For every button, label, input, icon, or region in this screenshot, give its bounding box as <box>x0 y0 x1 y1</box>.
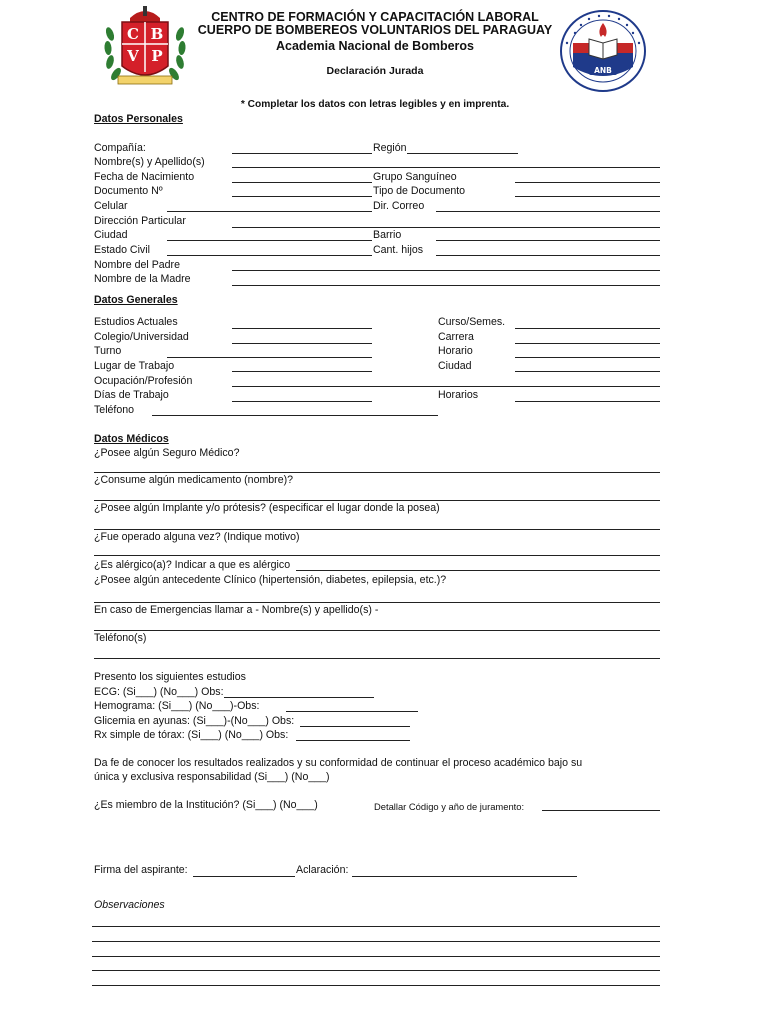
question-implante: ¿Posee algún Implante y/o prótesis? (especificar el lugar donde la posea) <box>94 502 440 514</box>
section-heading-general: Datos Generales <box>94 294 178 306</box>
document-title: Declaración Jurada <box>326 65 424 77</box>
field-madre[interactable] <box>232 285 660 286</box>
observaciones-line-4[interactable] <box>92 970 660 971</box>
label-horario: Horario <box>438 345 473 357</box>
field-direccion[interactable] <box>232 227 660 228</box>
member-detail-label: Detallar Código y año de juramento: <box>374 801 525 812</box>
field-rx-obs[interactable] <box>296 740 410 741</box>
field-nombre[interactable] <box>232 167 660 168</box>
label-observaciones: Observaciones <box>94 899 165 911</box>
field-antecedente[interactable] <box>94 602 660 603</box>
field-tipo-documento[interactable] <box>515 196 660 197</box>
letter-b: B <box>150 25 164 43</box>
field-barrio[interactable] <box>436 240 660 241</box>
label-madre: Nombre de la Madre <box>94 273 191 285</box>
field-lugar-trabajo[interactable] <box>232 371 372 372</box>
label-lugar-trabajo: Lugar de Trabajo <box>94 360 175 372</box>
field-horarios[interactable] <box>515 401 660 402</box>
letter-p: P <box>151 47 163 65</box>
field-colegio[interactable] <box>232 343 372 344</box>
field-ocupacion[interactable] <box>232 386 660 387</box>
anb-badge-text: ANB <box>594 66 612 75</box>
field-estado-civil[interactable] <box>167 255 372 256</box>
field-ecg-obs[interactable] <box>224 697 374 698</box>
observaciones-line-3[interactable] <box>92 956 660 957</box>
observaciones-line-1[interactable] <box>92 926 660 927</box>
field-padre[interactable] <box>232 270 660 271</box>
field-glicemia-obs[interactable] <box>300 726 410 727</box>
field-hemograma-obs[interactable] <box>286 711 418 712</box>
field-firma[interactable] <box>193 876 295 877</box>
label-colegio: Colegio/Universidad <box>94 331 189 343</box>
field-ciudad[interactable] <box>167 240 372 241</box>
header-line-1: CENTRO DE FORMACIÓN Y CAPACITACIÓN LABORAL <box>211 10 539 24</box>
question-antecedente: ¿Posee algún antecedente Clínico (hipertensión, diabetes, epilepsia, etc.)? <box>94 574 447 586</box>
field-fecha-nacimiento[interactable] <box>232 182 372 183</box>
field-curso[interactable] <box>515 328 660 329</box>
question-medicamento: ¿Consume algún medicamento (nombre)? <box>94 474 294 486</box>
label-barrio: Barrio <box>373 229 402 241</box>
label-tipo-documento: Tipo de Documento <box>373 185 466 197</box>
label-fecha-nacimiento: Fecha de Nacimiento <box>94 171 195 183</box>
label-estudios: Estudios Actuales <box>94 316 178 328</box>
label-ocupacion: Ocupación/Profesión <box>94 375 193 387</box>
label-cant-hijos: Cant. hijos <box>373 244 424 256</box>
label-aclaracion: Aclaración: <box>296 864 349 876</box>
field-carrera[interactable] <box>515 343 660 344</box>
consent-line-2: única y exclusiva responsabilidad (Si___) (No___) <box>94 771 330 783</box>
label-horarios: Horarios <box>438 389 479 401</box>
instruction-text: * Completar los datos con letras legibles y en imprenta. <box>240 99 510 110</box>
study-glicemia: Glicemia en ayunas: (Si___)-(No___) Obs: <box>94 715 295 727</box>
anb-logo <box>559 9 647 93</box>
label-ciudad: Ciudad <box>94 229 128 241</box>
label-nombre: Nombre(s) y Apellido(s) <box>94 156 205 168</box>
field-seguro[interactable] <box>94 472 660 473</box>
label-telefono-emergencia: Teléfono(s) <box>94 632 147 644</box>
label-firma: Firma del aspirante: <box>94 864 188 876</box>
label-ciudad-trabajo: Ciudad <box>438 360 472 372</box>
field-celular[interactable] <box>167 211 372 212</box>
letter-v: V <box>127 47 139 65</box>
study-hemograma: Hemograma: (Si___) (No___)-Obs: <box>94 700 260 712</box>
question-seguro: ¿Posee algún Seguro Médico? <box>94 447 240 459</box>
label-estado-civil: Estado Civil <box>94 244 150 256</box>
field-implante[interactable] <box>94 529 660 530</box>
label-compania: Compañía: <box>94 142 146 154</box>
field-documento[interactable] <box>232 196 372 197</box>
field-emergencia[interactable] <box>94 630 660 631</box>
field-ciudad-trabajo[interactable] <box>515 371 660 372</box>
label-telefono-general: Teléfono <box>94 404 135 416</box>
cbvp-logo <box>102 4 188 90</box>
field-dir-correo[interactable] <box>436 211 660 212</box>
field-aclaracion[interactable] <box>352 876 577 877</box>
study-rx: Rx simple de tórax: (Si___) (No___) Obs: <box>94 729 289 741</box>
field-region[interactable] <box>407 153 518 154</box>
header-line-3: Academia Nacional de Bomberos <box>276 39 474 53</box>
field-alergico[interactable] <box>296 570 660 571</box>
label-dias-trabajo: Días de Trabajo <box>94 389 169 401</box>
field-turno[interactable] <box>167 357 372 358</box>
label-curso: Curso/Semes. <box>438 316 506 328</box>
member-question: ¿Es miembro de la Institución? (Si___) (No___) <box>94 799 318 811</box>
label-celular: Celular <box>94 200 128 212</box>
section-heading-medical: Datos Médicos <box>94 433 169 445</box>
field-grupo-sanguineo[interactable] <box>515 182 660 183</box>
studies-intro: Presento los siguientes estudios <box>94 671 246 683</box>
label-documento: Documento Nº <box>94 185 163 197</box>
question-operado: ¿Fue operado alguna vez? (Indique motivo) <box>94 531 300 543</box>
label-emergencia: En caso de Emergencias llamar a - Nombre(s) y apellido(s) - <box>94 604 379 616</box>
header-line-2: CUERPO DE BOMBEREOS VOLUNTARIOS DEL PARAGUAY <box>197 23 553 37</box>
consent-line-1: Da fe de conocer los resultados realizados y su conformidad de continuar el proceso académico bajo su <box>94 757 583 769</box>
field-dias-trabajo[interactable] <box>232 401 372 402</box>
field-horario[interactable] <box>515 357 660 358</box>
section-heading-personal: Datos Personales <box>94 113 183 125</box>
question-alergico: ¿Es alérgico(a)? Indicar a que es alérgico <box>94 559 291 571</box>
label-dir-correo: Dir. Correo <box>373 200 425 212</box>
field-operado[interactable] <box>94 555 660 556</box>
observaciones-line-2[interactable] <box>92 941 660 942</box>
label-direccion: Dirección Particular <box>94 215 186 227</box>
label-padre: Nombre del Padre <box>94 259 180 271</box>
label-grupo-sanguineo: Grupo Sanguíneo <box>373 171 457 183</box>
field-member-detail[interactable] <box>542 810 660 811</box>
label-region: Región <box>373 142 407 154</box>
label-turno: Turno <box>94 345 122 357</box>
label-carrera: Carrera <box>438 331 474 343</box>
field-telefono-emergencia[interactable] <box>94 658 660 659</box>
letter-c: C <box>127 25 139 43</box>
field-medicamento[interactable] <box>94 500 660 501</box>
field-estudios[interactable] <box>232 328 372 329</box>
field-telefono-general[interactable] <box>152 415 438 416</box>
observaciones-line-5[interactable] <box>92 985 660 986</box>
study-ecg: ECG: (Si___) (No___) Obs: <box>94 686 224 698</box>
field-compania[interactable] <box>232 153 372 154</box>
field-cant-hijos[interactable] <box>436 255 660 256</box>
